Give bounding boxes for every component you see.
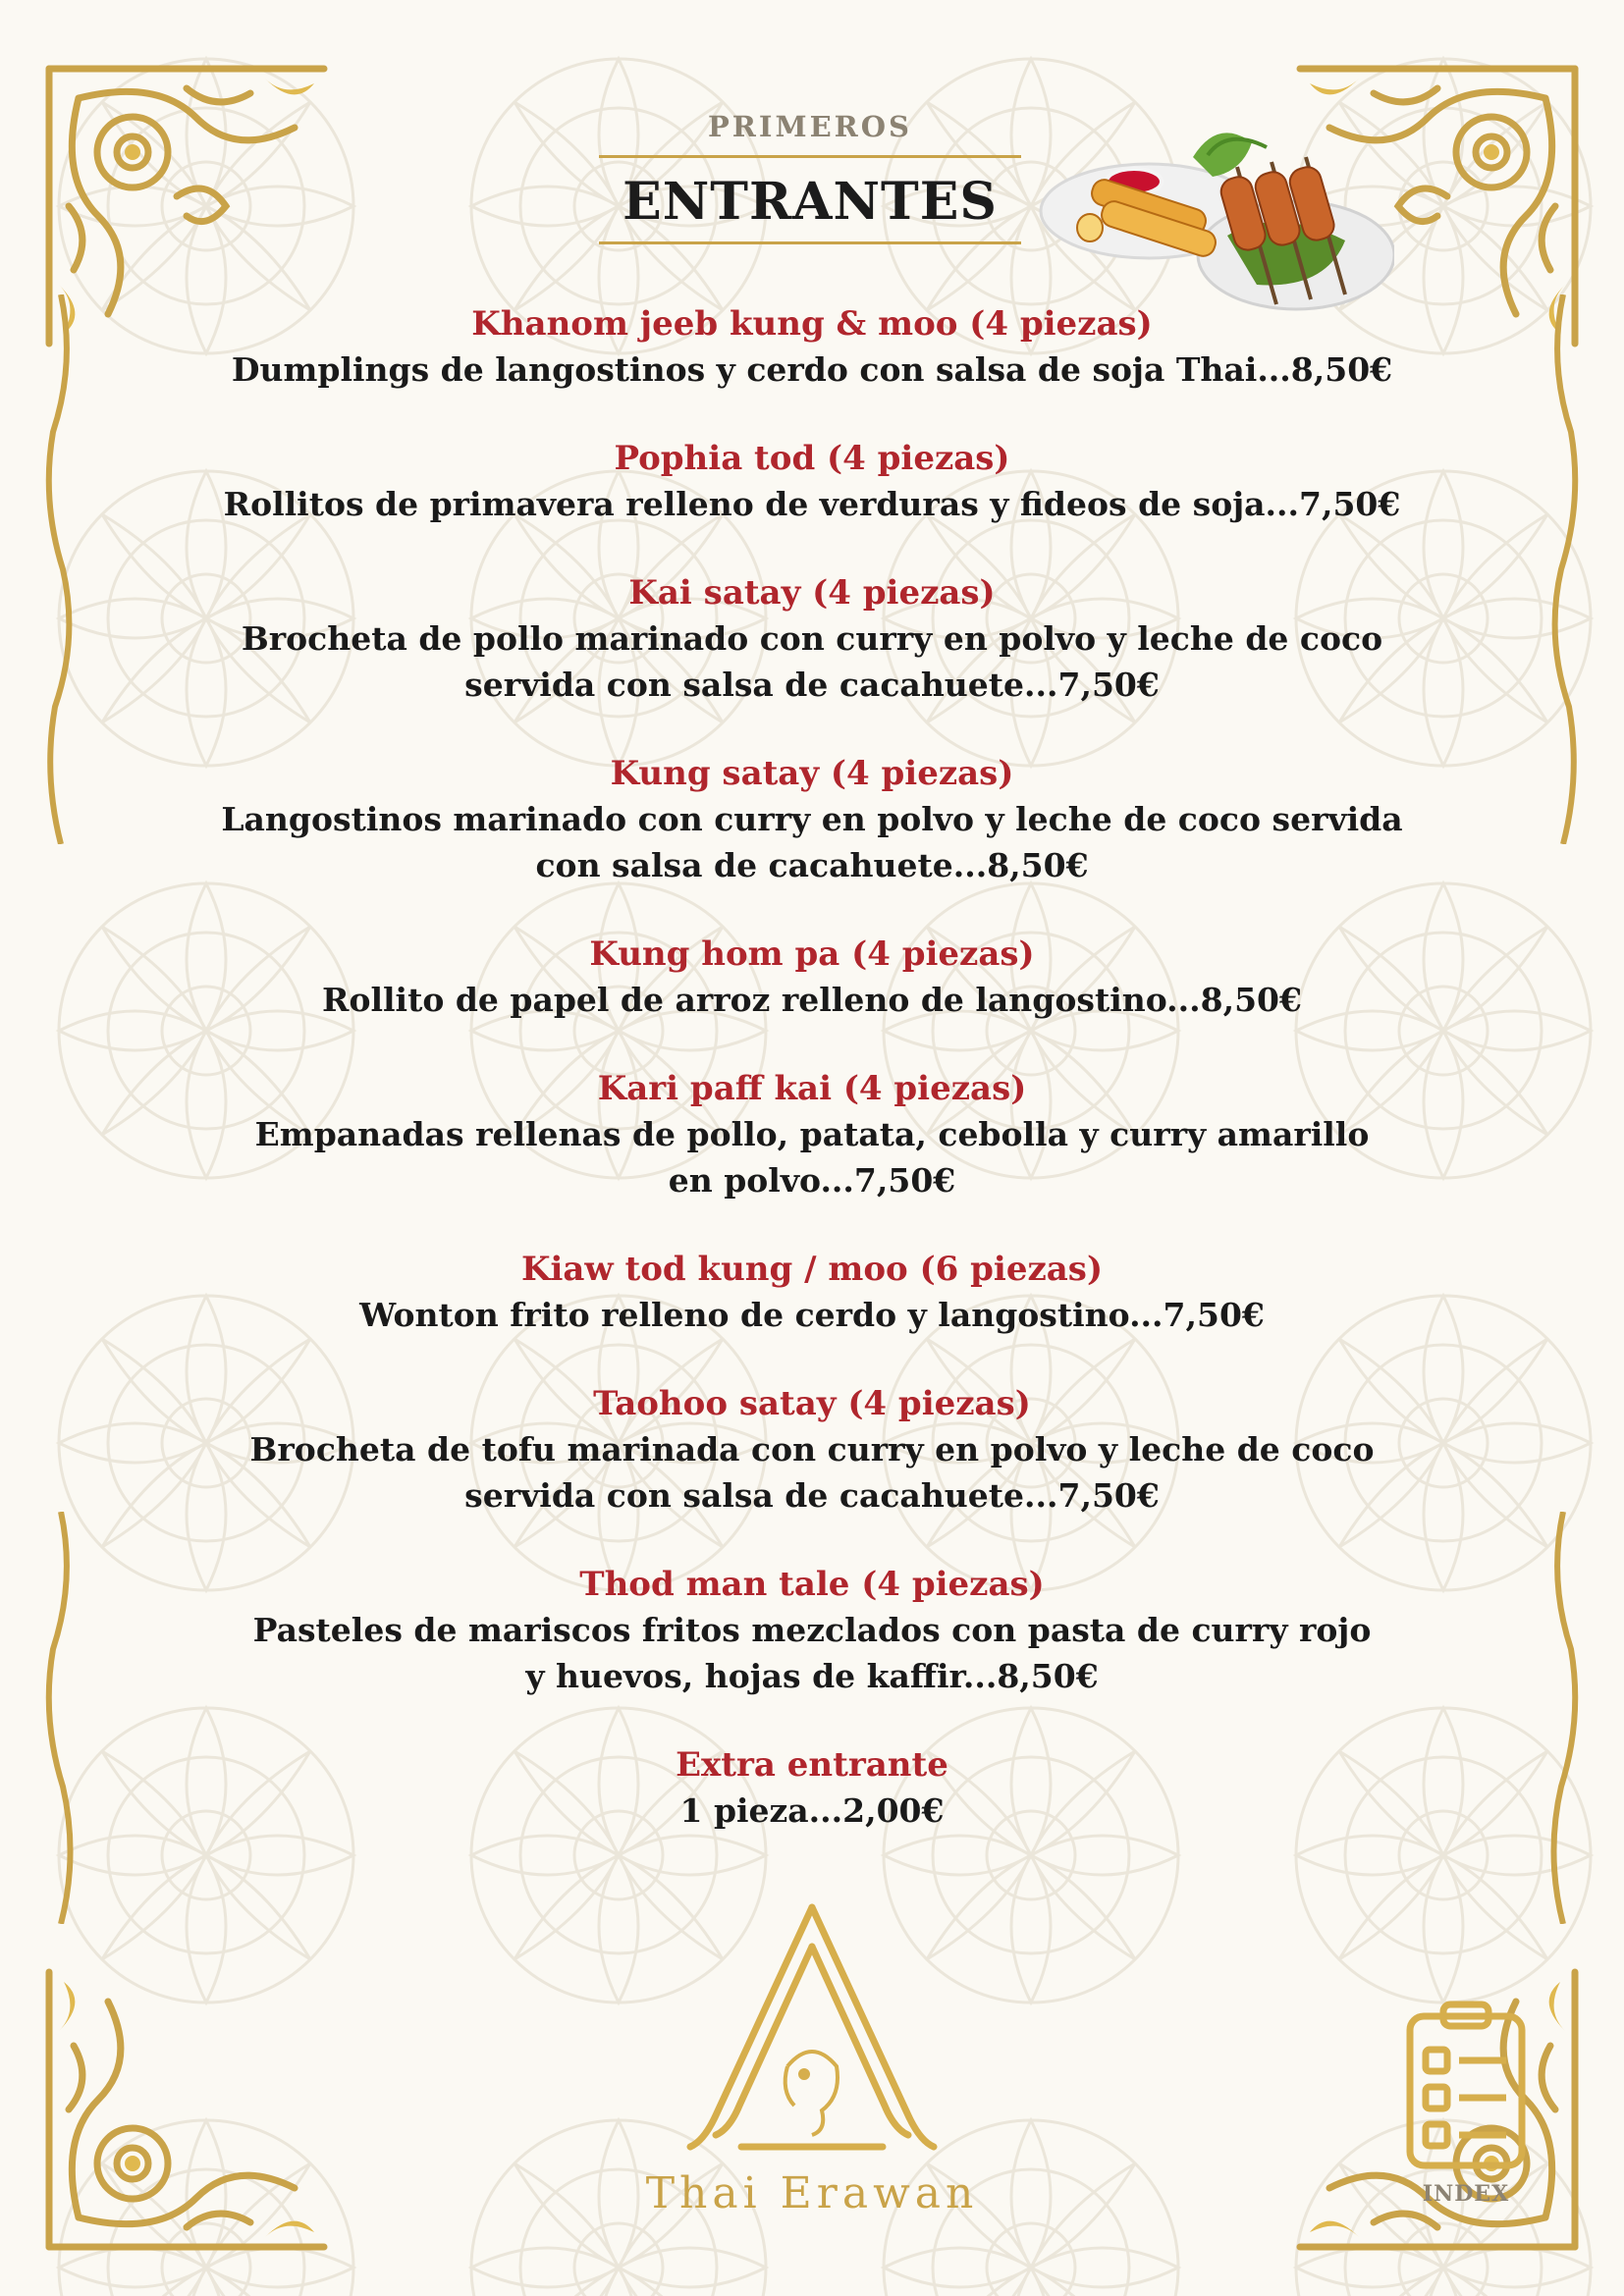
- checklist-icon: [1402, 1999, 1530, 2173]
- temple-roof-logo-icon: [684, 1899, 940, 2164]
- corner-ornament-bottom-left: [39, 1962, 334, 2257]
- dish-name: Kung hom pa (4 piezas): [589, 934, 1035, 974]
- dish-description: Wonton frito relleno de cerdo y langostino...7,50€: [359, 1296, 1265, 1334]
- dish-description: Pasteles de mariscos fritos mezclados con pasta de curry rojo y huevos, hojas de kaffir...8,50€: [252, 1611, 1372, 1695]
- section-title: ENTRANTES: [599, 158, 1021, 244]
- side-vine-left-upper: [41, 294, 81, 844]
- dish-description: 1 pieza...2,00€: [679, 1791, 945, 1830]
- menu-item: [196, 301, 1428, 393]
- dish-description: Rollito de papel de arroz relleno de langostino...8,50€: [322, 981, 1302, 1019]
- index-button[interactable]: [1392, 1999, 1540, 2209]
- menu-list: [196, 301, 1428, 1877]
- dish-description: Empanadas rellenas de pollo, patata, cebolla y curry amarillo en polvo...7,50€: [254, 1115, 1370, 1200]
- dish-description: Brocheta de tofu marinada con curry en polvo y leche de coco servida con salsa de cacahuete...7,50€: [249, 1430, 1375, 1515]
- side-vine-right-lower: [1543, 1512, 1583, 1924]
- menu-item: [196, 1562, 1428, 1699]
- menu-item: [196, 436, 1428, 527]
- section-header: [599, 110, 1021, 244]
- menu-item: [196, 1742, 1428, 1834]
- dish-name: Taohoo satay (4 piezas): [593, 1384, 1031, 1423]
- dish-description: Dumplings de langostinos y cerdo con salsa de soja Thai...8,50€: [231, 350, 1393, 389]
- menu-item: [196, 1066, 1428, 1203]
- dish-name: Thod man tale (4 piezas): [579, 1565, 1045, 1604]
- section-kicker: PRIMEROS: [599, 110, 1021, 158]
- menu-item: [196, 1247, 1428, 1338]
- logo-text: Thai Erawan: [645, 2168, 979, 2218]
- dish-name: Pophia tod (4 piezas): [614, 439, 1010, 478]
- index-label: INDEX: [1422, 2181, 1510, 2207]
- dish-name: Extra entrante: [676, 1745, 948, 1785]
- side-vine-left-lower: [41, 1512, 81, 1924]
- thai-erawan-logo: [633, 1899, 991, 2223]
- dish-name: Kai satay (4 piezas): [628, 573, 996, 613]
- menu-item: [196, 570, 1428, 708]
- dish-name: Kung satay (4 piezas): [610, 754, 1014, 793]
- dish-description: Brocheta de pollo marinado con curry en polvo y leche de coco servida con salsa de cacahuete...7,50€: [241, 619, 1383, 704]
- dish-name: Kiaw tod kung / moo (6 piezas): [520, 1250, 1104, 1289]
- side-vine-right-upper: [1543, 294, 1583, 844]
- dish-name: Khanom jeeb kung & moo (4 piezas): [471, 304, 1153, 344]
- dish-name: Kari paff kai (4 piezas): [597, 1069, 1027, 1108]
- dish-description: Rollitos de primavera relleno de verduras y fideos de soja...7,50€: [223, 485, 1401, 523]
- dish-description: Langostinos marinado con curry en polvo y leche de coco servida con salsa de cacahuete...8,50€: [221, 800, 1403, 884]
- menu-item: [196, 932, 1428, 1023]
- menu-item: [196, 1381, 1428, 1519]
- spring-rolls-satay-illustration: [1031, 118, 1394, 324]
- menu-item: [196, 751, 1428, 888]
